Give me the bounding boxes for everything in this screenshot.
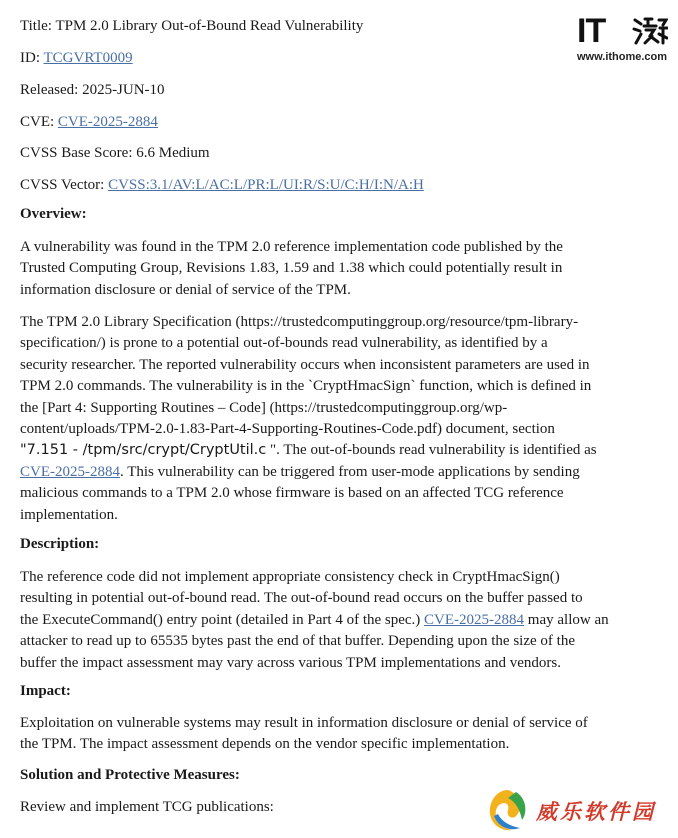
id-row: ID: TCGVRT0009 (20, 50, 133, 66)
cvss-vector-row: CVSS Vector: CVSS:3.1/AV:L/AC:L/PR:L/UI:R/S:U/C:H/I:N/A:H (20, 177, 424, 193)
overview-paragraph-1: A vulnerability was found in the TPM 2.0 reference implementation code published by the Trusted Computing Group, Revisions 1.83, 1.59 and 1.38 which could potentially result in information disclosure or denial of service of the TPM. (20, 239, 563, 298)
ithome-logo (577, 14, 669, 68)
logo-url: www.ithome.com (577, 51, 668, 63)
watermark-swirl-icon (486, 786, 530, 834)
cvss-score-row: CVSS Base Score: 6.6 Medium (20, 145, 210, 161)
impact-heading: Impact: (20, 683, 71, 699)
cvss-score: 6.6 Medium (136, 145, 210, 161)
solution-heading: Solution and Protective Measures: (20, 767, 240, 783)
id-link[interactable]: TCGVRT0009 (43, 50, 133, 66)
impact-paragraph: Exploitation on vulnerable systems may result in information disclosure or denial of service of the TPM. The impact assessment depends on the vendor specific implementation. (20, 715, 588, 753)
released-row: Released: 2025-JUN-10 (20, 82, 165, 98)
description-paragraph: The reference code did not implement appropriate consistency check in CryptHmacSign() resulting in potential out-of-bound read. The out-of-bound read occurs on the buffer passed to the ExecuteCommand() entry point (detailed in Part 4 of the spec.) CVE-2025-2884 may allow an attacker to read up to 65535 bytes past the end of that buffer. Depending upon the size of the buffer the impact assessment may vary across various TPM implementations and vendors. (20, 569, 609, 671)
cve-row: CVE: CVE-2025-2884 (20, 114, 158, 130)
released-date: 2025-JUN-10 (82, 82, 165, 98)
logo-it-mark: IT (577, 12, 606, 50)
cve-link[interactable]: CVE-2025-2884 (57, 114, 158, 130)
overview-cve-link[interactable]: CVE-2025-2884 (20, 463, 120, 480)
overview-heading: Overview: (20, 206, 87, 222)
solution-paragraph: Review and implement TCG publications: (20, 799, 274, 815)
logo-chinese-glyph-icon (632, 16, 668, 46)
advisory-title: TPM 2.0 Library Out-of-Bound Read Vulnerability (55, 18, 364, 34)
description-heading: Description: (20, 536, 100, 552)
overview-paragraph-2: The TPM 2.0 Library Specification (https://trustedcomputinggroup.org/resource/tpm-library- specification/) is prone to a potential out-of-bounds read vulnerability, as identified by a security researcher. The reported vulnerability occurs when inconsistent parameters are used in TPM 2.0 commands. The vulnerability is in the `CryptHmacSign` function, which is defined in the [Part 4: Supporting Routines – Code] (https://trustedcomputinggroup.org/wp- content/uploads/TPM-2.0-1.83-Part-4-Supporting-Routines-Code.pdf) document, section "7.151 - /tpm/src/crypt/CryptUtil.c ". The out-of-bounds read vulnerability is identified as CVE-2025-2884. This vulnerability can be triggered from user-mode applications by sending malicious commands to a TPM 2.0 whose firmware is based on an affected TCG reference implementation. (20, 314, 597, 523)
watermark (486, 786, 676, 836)
title-row: Title: TPM 2.0 Library Out-of-Bound Read Vulnerability (20, 18, 364, 34)
description-cve-link[interactable]: CVE-2025-2884 (424, 611, 525, 628)
cvss-vector-link[interactable]: CVSS:3.1/AV:L/AC:L/PR:L/UI:R/S:U/C:H/I:N/A:H (108, 177, 424, 193)
watermark-text: 威乐软件园 (536, 800, 656, 824)
